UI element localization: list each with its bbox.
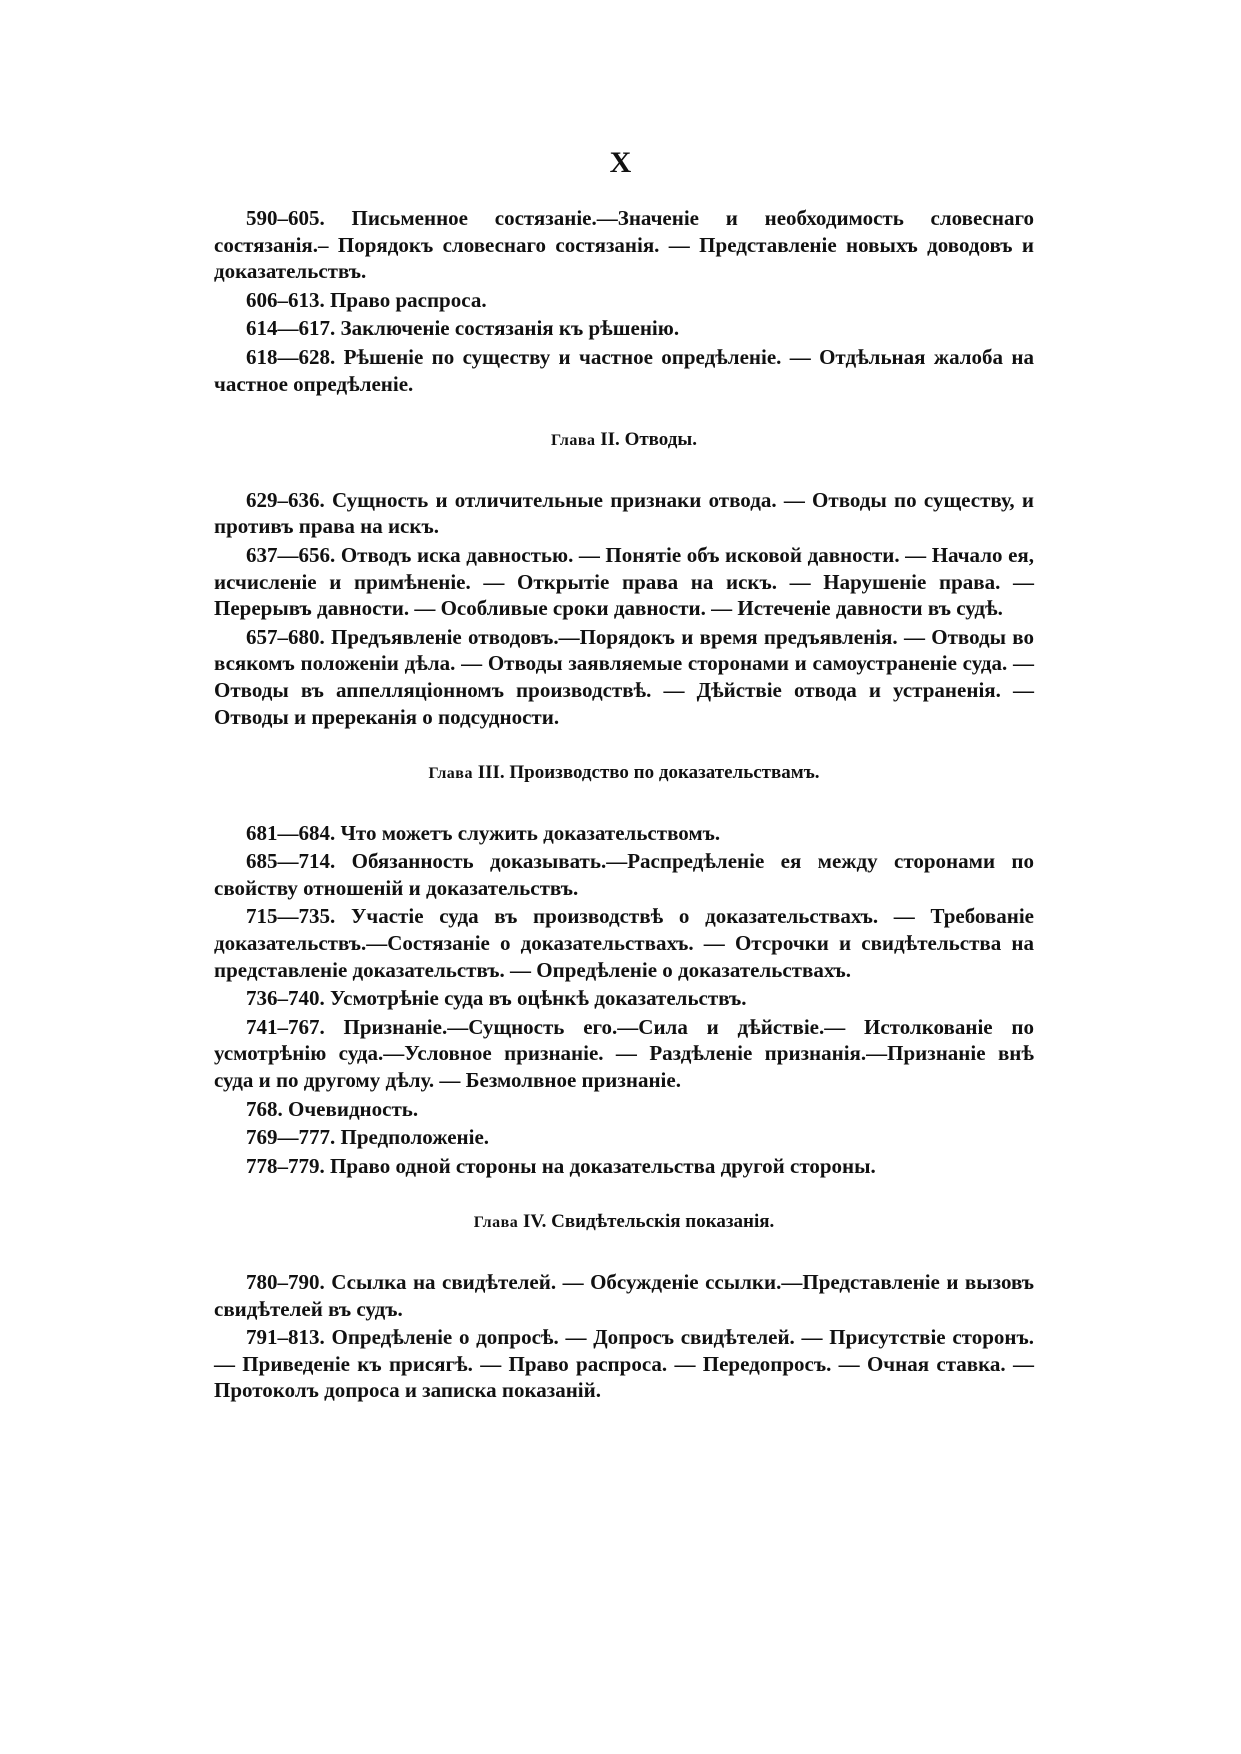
- toc-entry: [214, 624, 1034, 730]
- chapter-label: Глава: [428, 765, 473, 783]
- entry-text: Обязанность доказывать.—Распредѣленіе ея между сторонами по свойству отношеній и доказательствъ.: [214, 849, 1034, 900]
- page-number: X: [609, 146, 632, 179]
- entry-range: 590–605.: [246, 206, 325, 230]
- chapter-numeral: II.: [600, 429, 620, 451]
- entry-range: 614—617.: [246, 316, 336, 341]
- chapter-numeral: IV.: [522, 1211, 547, 1233]
- entry-range: 769—777.: [246, 1125, 336, 1150]
- entry-text: Признаніе.—Сущность его.—Сила и дѣйствіе.— Истолкованіе по усмотрѣнію суда.—Условное признаніе. — Раздѣленіе признанія.—Признаніе внѣ суда и по другому дѣлу. — Безмолвное признаніе.: [214, 1014, 1034, 1093]
- chapter-heading: [214, 427, 1034, 455]
- entry-range: 736–740.: [246, 986, 325, 1011]
- toc-entry: [214, 1124, 1034, 1151]
- section-chapter-4: [214, 1209, 1034, 1404]
- entry-text: Сущность и отличительные признаки отвода. — Отводы по существу, и противъ права на искъ.: [214, 487, 1034, 539]
- toc-entry: [214, 1014, 1034, 1094]
- chapter-title: Свидѣтельскія показанія.: [551, 1211, 775, 1233]
- toc-entry: [214, 344, 1034, 397]
- entry-range: 685—714.: [246, 849, 336, 874]
- chapter-heading: [214, 760, 1034, 788]
- entry-range: 606–613.: [246, 287, 325, 312]
- entry-text: Участіе суда въ производствѣ о доказательствахъ. — Требованіе доказательствъ.—Состязаніе о доказательствахъ. — Отсрочки и свидѣтельства на представленіе доказательствъ. — Опредѣленіе о доказательствахъ.: [214, 904, 1035, 982]
- entry-text: Письменное состязаніе.—Значеніе и необходимость словеснаго состязанія.– Порядокъ словеснаго состязанія. — Представленіе новыхъ доводовъ и доказательствъ.: [214, 206, 1034, 284]
- toc-entry: [214, 820, 1034, 847]
- section-chapter-2: [214, 427, 1034, 730]
- entry-range: 778–779.: [246, 1153, 325, 1178]
- toc-entry: [214, 315, 1034, 342]
- entry-text: Отводъ иска давностью. — Понятіе объ исковой давности. — Начало ея, исчисленіе и примѣненіе. — Открытіе права на искъ. — Нарушеніе права. — Перерывъ давности. — Особливые сроки давности. — Истеченіе давности въ судѣ.: [214, 542, 1035, 621]
- entry-range: 657–680.: [246, 624, 325, 649]
- entry-range: 768.: [246, 1096, 283, 1121]
- chapter-heading: [214, 1209, 1034, 1237]
- entry-range: 715—735.: [246, 904, 336, 929]
- entry-text: Рѣшеніе по существу и частное опредѣленіе. — Отдѣльная жалоба на частное опредѣленіе.: [214, 344, 1034, 396]
- chapter-title: Отводы.: [624, 429, 697, 451]
- entry-text: Ссылка на свидѣтелей. — Обсужденіе ссылки.—Представленіе и вызовъ свидѣтелей въ судъ.: [214, 1270, 1035, 1321]
- entry-text: Предъявленіе отводовъ.—Порядокъ и время предъявленія. — Отводы во всякомъ положеніи дѣла. — Отводы заявляемые сторонами и самоустраненіе суда. — Отводы въ аппелляціонномъ производствѣ. — Дѣйствіе отвода и устраненія. — Отводы и пререканія о подсудности.: [214, 624, 1034, 729]
- section-chapter-1-continued: [214, 205, 1034, 397]
- entry-range: 637—656.: [246, 542, 336, 567]
- entry-text: Заключеніе состязанія къ рѣшенію.: [340, 316, 680, 341]
- entry-text: Очевидность.: [288, 1096, 419, 1121]
- chapter-numeral: III.: [477, 762, 505, 784]
- entry-range: 629–636.: [246, 487, 325, 512]
- entry-text: Усмотрѣніе суда въ оцѣнкѣ доказательствъ.: [330, 986, 747, 1011]
- toc-entry: [214, 1324, 1034, 1404]
- entry-range: 791–813.: [246, 1325, 325, 1350]
- entry-range: 681—684.: [246, 820, 336, 845]
- toc-entry: [214, 487, 1034, 540]
- toc-entry: [214, 1153, 1034, 1180]
- section-chapter-3: [214, 760, 1034, 1179]
- toc-entry: [214, 205, 1034, 285]
- chapter-label: Глава: [551, 432, 596, 450]
- entry-range: 618—628.: [246, 344, 336, 369]
- toc-entry: [214, 985, 1034, 1012]
- toc-entry: [214, 1269, 1034, 1322]
- toc-entry: [214, 1096, 1034, 1123]
- chapter-title: Производство по доказательствамъ.: [509, 762, 820, 784]
- entry-text: Опредѣленіе о допросѣ. — Допросъ свидѣтелей. — Присутствіе сторонъ. — Приведеніе къ присягѣ. — Право распроса. — Передопросъ. — Очная ставка. — Протоколъ допроса и записка показаній.: [214, 1325, 1034, 1403]
- entry-range: 780–790.: [246, 1270, 325, 1294]
- entry-text: Право распроса.: [330, 287, 487, 312]
- chapter-label: Глава: [473, 1214, 519, 1232]
- table-of-contents: [214, 205, 1034, 1406]
- entry-text: Право одной стороны на доказательства другой стороны.: [330, 1153, 876, 1178]
- toc-entry: [214, 542, 1034, 622]
- entry-text: Предположеніе.: [340, 1125, 490, 1150]
- entry-text: Что можетъ служить доказательствомъ.: [340, 820, 721, 845]
- toc-entry: [214, 903, 1034, 983]
- toc-entry: [214, 848, 1034, 901]
- entry-range: 741–767.: [246, 1014, 325, 1039]
- toc-entry: [214, 287, 1034, 314]
